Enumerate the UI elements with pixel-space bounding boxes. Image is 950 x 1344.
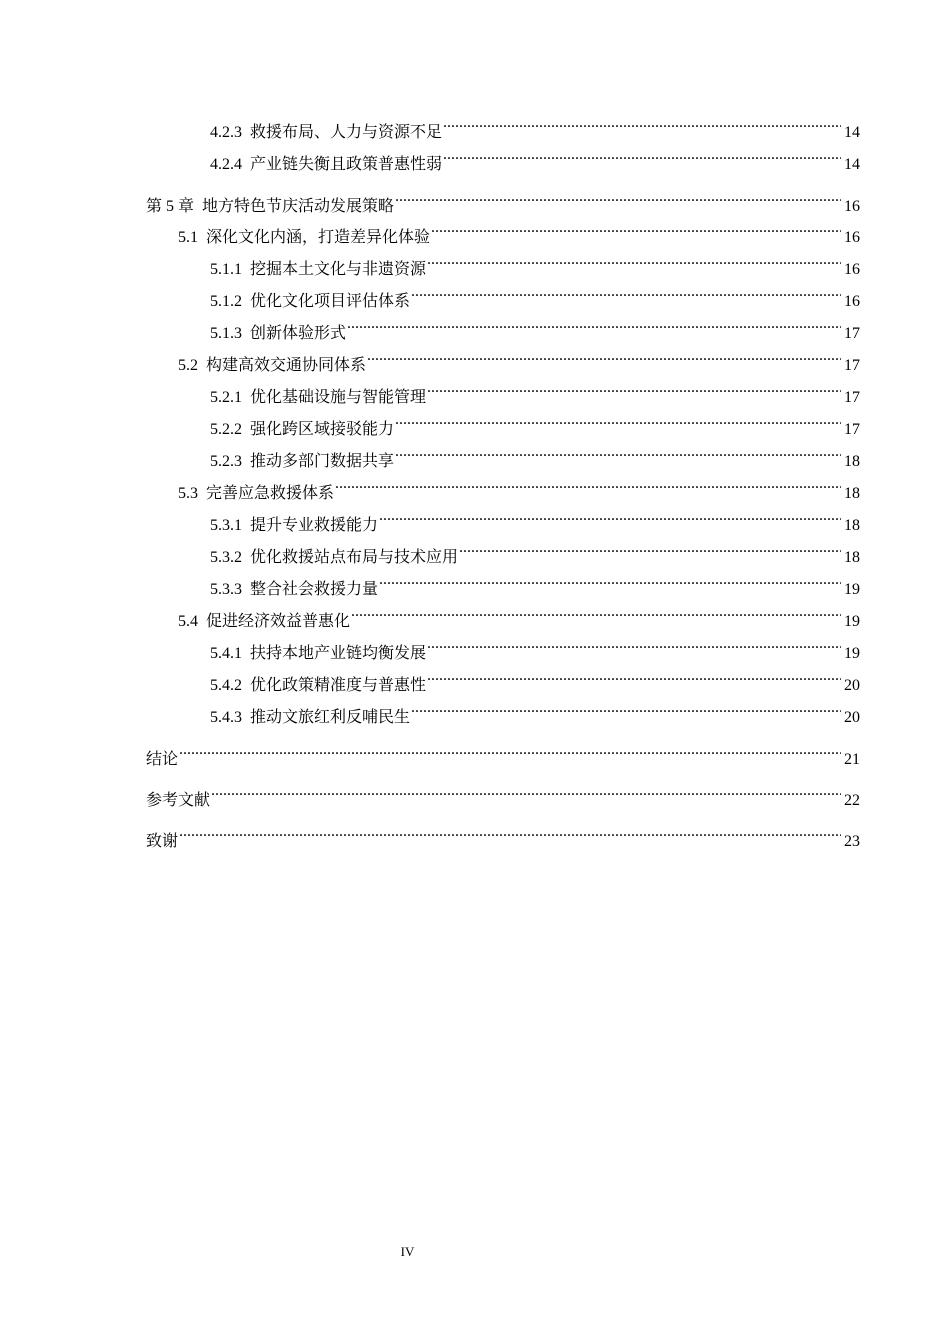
dot-leader: [351, 609, 841, 626]
toc-entry-4-2-3[interactable]: [146, 117, 860, 149]
dot-leader: [379, 513, 841, 530]
toc-entry-page: 16: [844, 229, 860, 246]
toc-entry-page: 16: [844, 198, 860, 215]
toc-entry-page: 19: [844, 581, 860, 598]
toc-entry-5-2-3[interactable]: [146, 446, 860, 478]
toc-entry-title: 整合社会救援力量: [250, 581, 379, 598]
toc-entry-page: 19: [844, 645, 860, 662]
dot-leader: [427, 641, 841, 658]
toc-entry-title: 优化文化项目评估体系: [250, 293, 411, 310]
dot-leader: [395, 194, 841, 211]
toc-entry-number: 5.3: [178, 485, 198, 502]
toc-entry-number: 5.1.1: [210, 261, 242, 278]
toc-entry-5-3-1[interactable]: [146, 510, 860, 542]
dot-leader: [427, 673, 841, 690]
toc-entry-title: 参考文献: [146, 790, 211, 809]
dot-leader: [211, 788, 841, 805]
toc-entry-title: 优化基础设施与智能管理: [250, 389, 427, 406]
toc-entry-page: 17: [844, 325, 860, 342]
toc-entry-page: 16: [844, 293, 860, 310]
toc-entry-conclusion[interactable]: [146, 743, 860, 775]
toc-entry-title: 创新体验形式: [250, 325, 347, 342]
toc-entry-number: 5.2.1: [210, 389, 242, 406]
toc-entry-number: 5.4: [178, 613, 198, 630]
toc-entry-number: 5.3.3: [210, 581, 242, 598]
toc-entry-page: 22: [844, 792, 860, 809]
dot-leader: [367, 353, 841, 370]
toc-entry-acknowledgements[interactable]: [146, 825, 860, 857]
dot-leader: [179, 747, 841, 764]
toc-entry-page: 16: [844, 261, 860, 278]
dot-leader: [335, 481, 841, 498]
toc-entry-chapter-5[interactable]: [146, 190, 860, 222]
toc-entry-page: 14: [844, 156, 860, 173]
toc-entry-number: 5.1.3: [210, 325, 242, 342]
toc-entry-5-1-3[interactable]: [146, 318, 860, 350]
toc-entry-title: 致谢: [146, 831, 179, 850]
toc-entry-5-1-1[interactable]: [146, 254, 860, 286]
toc-entry-page: 14: [844, 124, 860, 141]
toc-entry-number: 5.4.1: [210, 645, 242, 662]
dot-leader: [427, 257, 841, 274]
toc-entry-5-3-3[interactable]: [146, 574, 860, 606]
toc-entry-number: 5.1: [178, 229, 198, 246]
toc-entry-5-4-1[interactable]: [146, 638, 860, 670]
toc-entry-page: 20: [844, 677, 860, 694]
toc-entry-title: 完善应急救援体系: [206, 485, 335, 502]
toc-entry-title: 强化跨区域接驳能力: [250, 421, 395, 438]
toc-entry-5-2-1[interactable]: [146, 382, 860, 414]
toc-entry-number: 5.1.2: [210, 293, 242, 310]
toc-entry-number: 5.2.3: [210, 453, 242, 470]
toc-entry-number: 4.2.3: [210, 124, 242, 141]
toc-entry-5-2-2[interactable]: [146, 414, 860, 446]
toc-entry-page: 17: [844, 389, 860, 406]
toc-entry-page: 18: [844, 453, 860, 470]
toc-entry-number: 5.4.2: [210, 677, 242, 694]
toc-entry-number: 5.2.2: [210, 421, 242, 438]
toc-entry-page: 18: [844, 549, 860, 566]
dot-leader: [347, 321, 841, 338]
toc-entry-4-2-4[interactable]: [146, 149, 860, 181]
toc-entry-title: 构建高效交通协同体系: [206, 357, 367, 374]
toc-entry-references[interactable]: [146, 784, 860, 816]
toc-entry-number: 5.2: [178, 357, 198, 374]
toc-entry-number: 4.2.4: [210, 156, 242, 173]
toc-entry-title: 扶持本地产业链均衡发展: [250, 645, 427, 662]
toc-entry-page: 23: [844, 833, 860, 850]
dot-leader: [427, 385, 841, 402]
toc-entry-title: 推动多部门数据共享: [250, 453, 395, 470]
toc-entry-5-1-2[interactable]: [146, 286, 860, 318]
toc-entry-title: 地方特色节庆活动发展策略: [202, 196, 395, 215]
toc-entry-number: 5.4.3: [210, 709, 242, 726]
toc-entry-page: 17: [844, 421, 860, 438]
dot-leader: [459, 545, 841, 562]
dot-leader: [379, 577, 841, 594]
toc-entry-page: 21: [844, 751, 860, 768]
toc-entry-title: 推动文旅红利反哺民生: [250, 709, 411, 726]
dot-leader: [443, 120, 841, 137]
dot-leader: [411, 289, 841, 306]
toc-entry-title: 挖掘本土文化与非遗资源: [250, 261, 427, 278]
dot-leader: [431, 225, 841, 242]
toc-entry-page: 18: [844, 517, 860, 534]
toc-entry-title: 救援布局、人力与资源不足: [250, 124, 443, 141]
table-of-contents: [146, 117, 860, 857]
toc-entry-5-3-2[interactable]: [146, 542, 860, 574]
page-footer-number: IV: [400, 1244, 415, 1259]
toc-entry-page: 19: [844, 613, 860, 630]
dot-leader: [179, 829, 841, 846]
toc-entry-title: 深化文化内涵，打造差异化体验: [206, 229, 431, 246]
dot-leader: [395, 417, 841, 434]
toc-entry-page: 18: [844, 485, 860, 502]
toc-entry-page: 17: [844, 357, 860, 374]
toc-entry-title: 促进经济效益普惠化: [206, 613, 351, 630]
toc-entry-page: 20: [844, 709, 860, 726]
toc-entry-number: 5.3.1: [210, 517, 242, 534]
toc-entry-title: 优化政策精准度与普惠性: [250, 677, 427, 694]
dot-leader: [443, 152, 841, 169]
toc-entry-title: 优化救援站点布局与技术应用: [250, 549, 459, 566]
toc-entry-5-3[interactable]: [146, 478, 860, 510]
toc-entry-title: 提升专业救援能力: [250, 517, 379, 534]
toc-entry-5-4-2[interactable]: [146, 670, 860, 702]
toc-entry-title: 结论: [146, 749, 179, 768]
toc-entry-5-4-3[interactable]: [146, 702, 860, 734]
dot-leader: [395, 449, 841, 466]
toc-entry-number: 5.3.2: [210, 549, 242, 566]
toc-entry-5-1[interactable]: [146, 222, 860, 254]
toc-entry-5-2[interactable]: [146, 350, 860, 382]
toc-entry-5-4[interactable]: [146, 606, 860, 638]
dot-leader: [411, 705, 841, 722]
toc-entry-number: 第 5 章: [146, 198, 195, 215]
toc-entry-title: 产业链失衡且政策普惠性弱: [250, 156, 443, 173]
